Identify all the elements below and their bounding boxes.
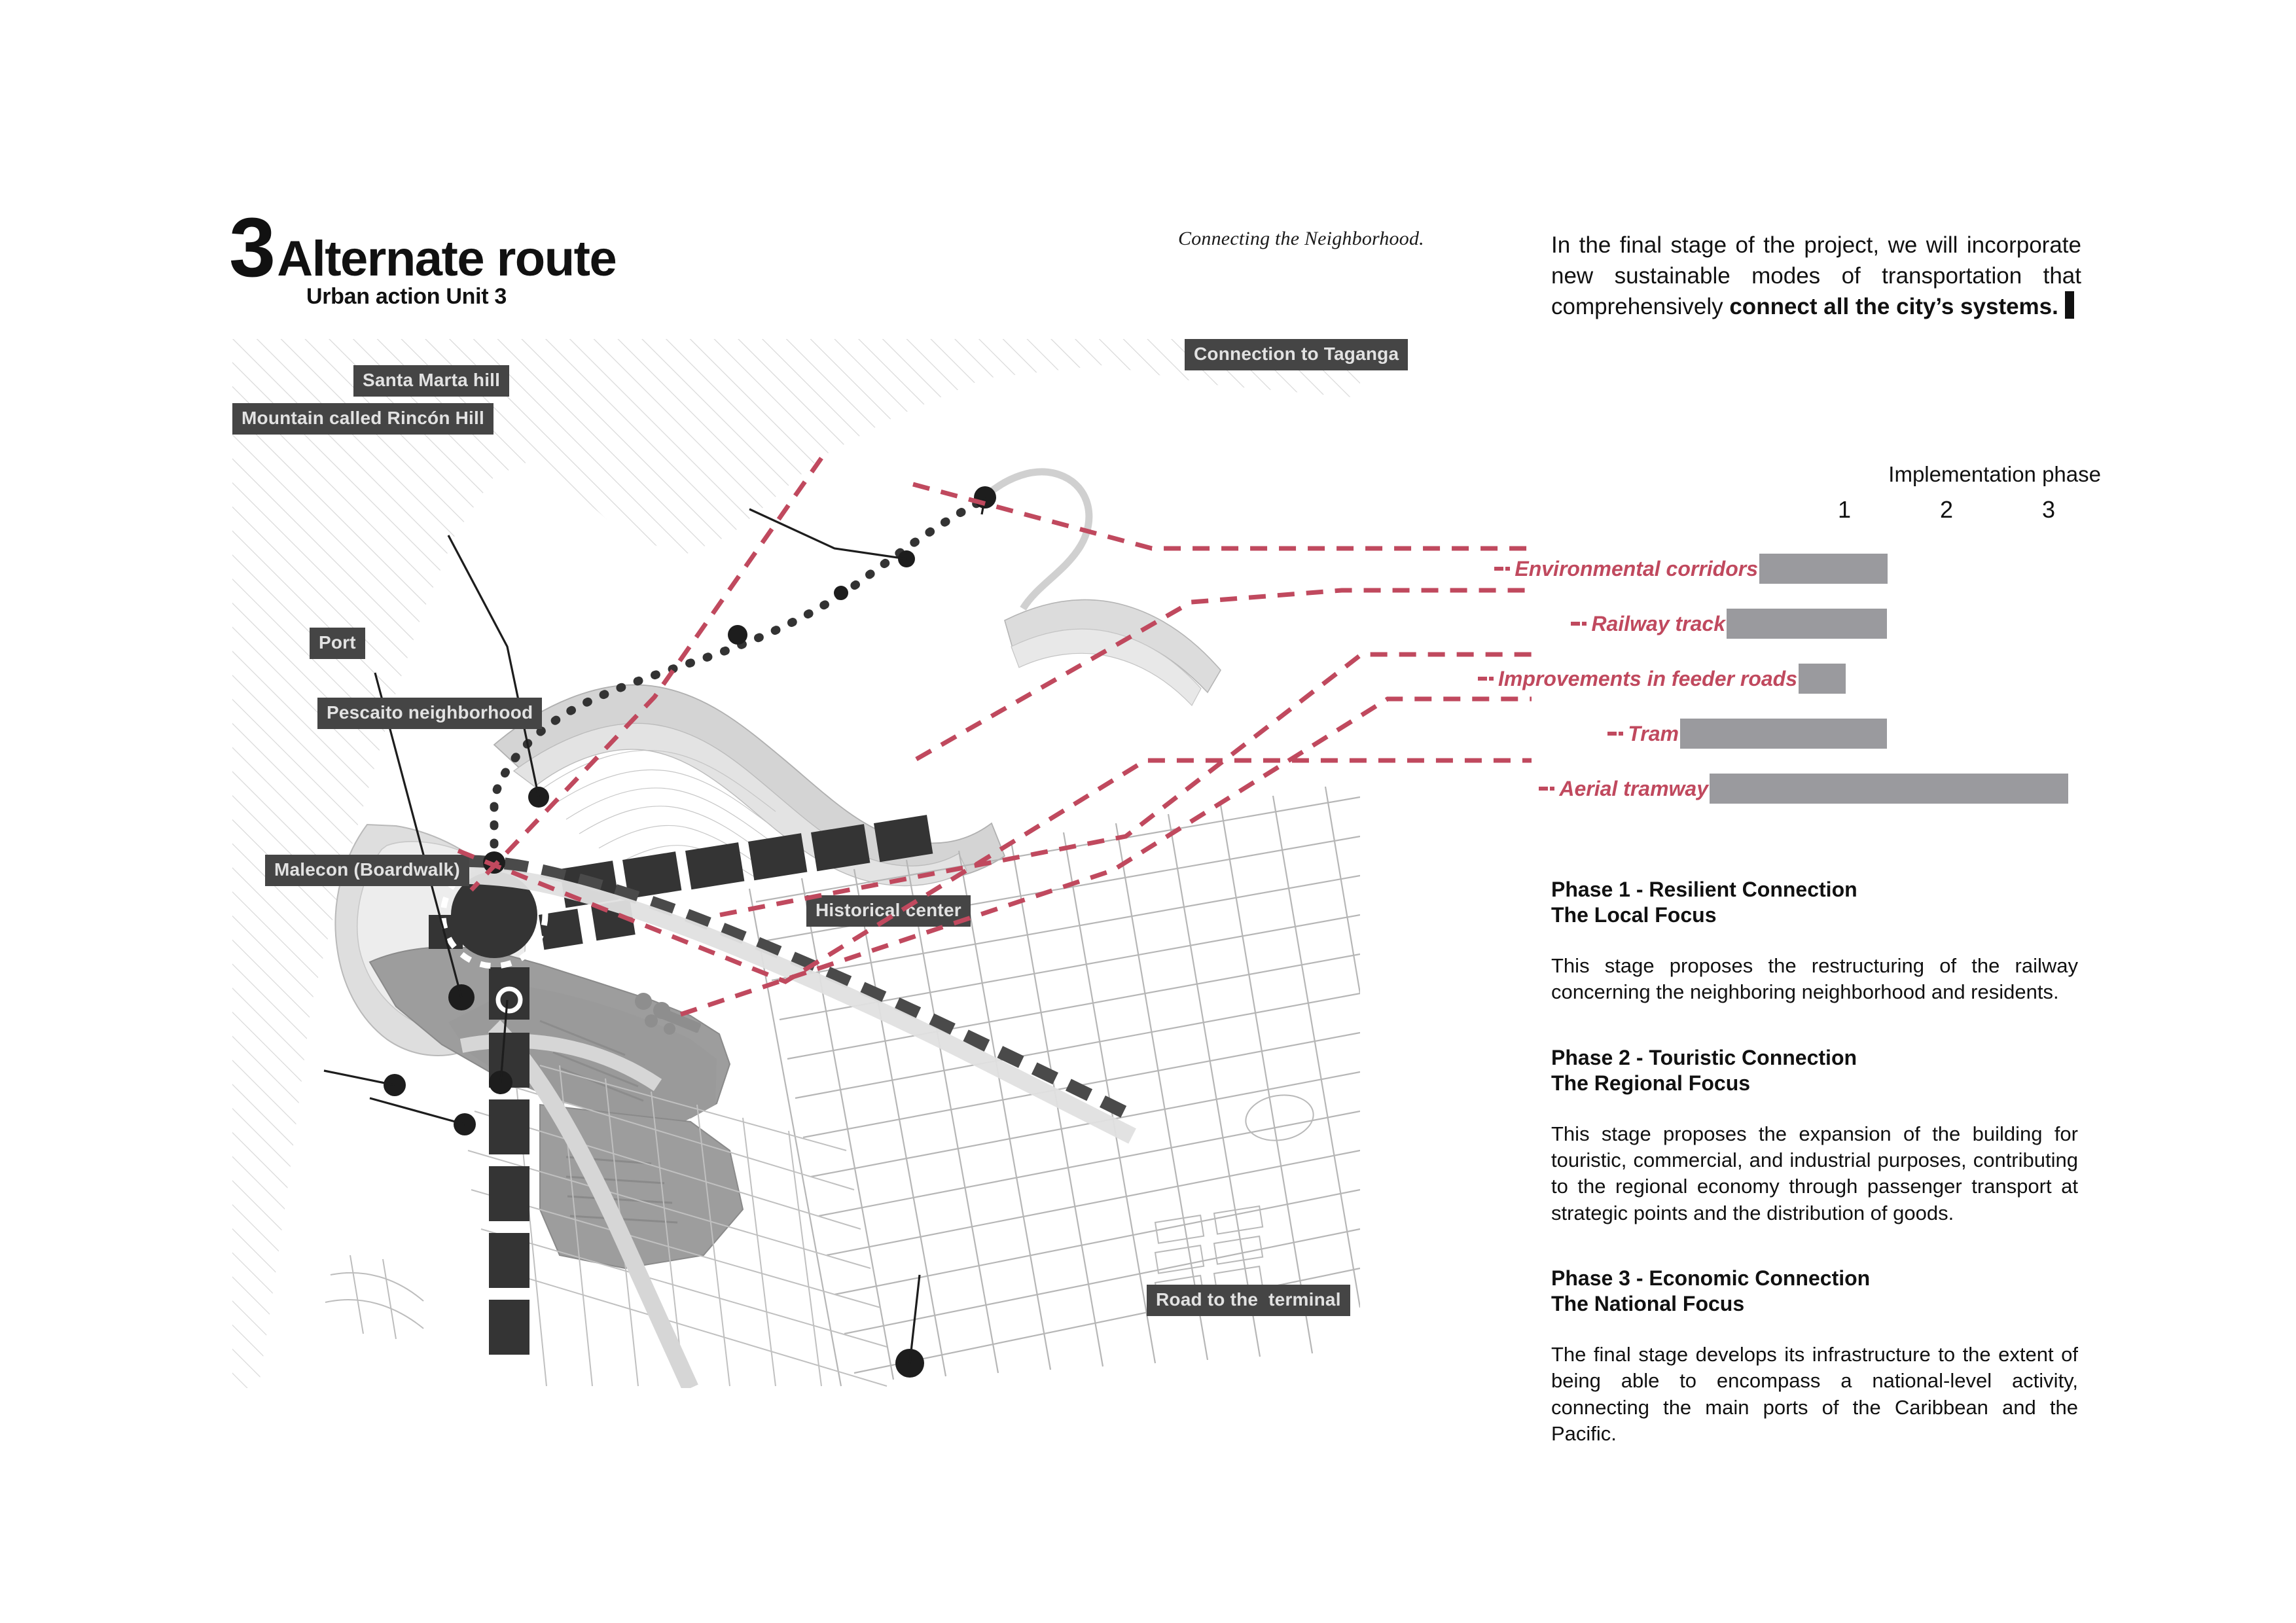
title-row: [229, 201, 617, 294]
phase-1-heading-line1: Phase 1 - Resilient Connection: [1551, 878, 1857, 901]
phase-block-2: [1551, 1045, 2078, 1226]
phase-1-heading-line2: The Local Focus: [1551, 903, 1717, 927]
gantt-row: [1515, 554, 2101, 584]
phase-3-heading-line2: The National Focus: [1551, 1291, 1745, 1315]
dash-marker-icon: [1494, 567, 1503, 571]
map-label-road-terminal[interactable]: Road to the terminal: [1147, 1285, 1350, 1316]
gantt-row: [1525, 609, 2101, 639]
map-label-historical-center[interactable]: Historical center: [806, 895, 971, 927]
gantt-row: [1498, 664, 2101, 694]
gantt-row: [1525, 719, 2101, 749]
gantt-bar-railway-track: [1727, 609, 1887, 639]
phase-2-heading-line2: The Regional Focus: [1551, 1071, 1751, 1095]
gantt-bar-tram: [1680, 719, 1887, 749]
page-title: Alternate route: [277, 231, 617, 287]
node-railway-junction: [483, 851, 505, 874]
phase-block-3: [1551, 1266, 2078, 1447]
gantt-bar-improvements-feeder-roads: [1799, 664, 1846, 694]
gantt-bar-environmental-corridors: [1759, 554, 1888, 584]
implementation-phase-chart: [1498, 462, 2101, 800]
map-label-santa-marta-hill[interactable]: Santa Marta hill: [353, 365, 509, 397]
spacer: [1551, 1006, 2078, 1045]
map-label-rincon-hill[interactable]: Mountain called Rincón Hill: [232, 403, 493, 435]
dash-marker-icon: [1582, 622, 1587, 626]
phase-descriptions: [1551, 877, 2078, 1447]
gantt-label-tram: Tram: [1607, 719, 1679, 749]
phase-block-1: [1551, 877, 2078, 1006]
intro-text-regular: In the final stage of the project, we will incorporate new sustainable modes of transportation that comprehensively: [1551, 232, 2081, 320]
dash-marker-icon: [1550, 787, 1554, 791]
map-label-malecon[interactable]: Malecon (Boardwalk): [265, 855, 469, 886]
phase-3-heading-line1: Phase 3 - Economic Connection: [1551, 1266, 1871, 1290]
axis-tick-2: 2: [1939, 496, 1954, 523]
spacer: [1551, 1226, 2078, 1266]
caption-note: Connecting the Neighborhood.: [1178, 228, 1424, 249]
map-label-port[interactable]: Port: [310, 628, 365, 659]
dash-marker-icon: [1478, 677, 1487, 681]
intro-paragraph: [1551, 230, 2081, 323]
gantt-label-improvements-feeder-roads: Improvements in feeder roads: [1478, 664, 1797, 694]
phase-2-heading-line1: Phase 2 - Touristic Connection: [1551, 1045, 1857, 1069]
axis-tick-3: 3: [2041, 496, 2056, 523]
phase-2-body: This stage proposes the expansion of the building for touristic, commercial, and industrial purposes, contributing to the regional economy through passenger transport at strategic points and the distribution of goods.: [1551, 1122, 2078, 1224]
dash-marker-icon: [1505, 567, 1510, 571]
gantt-label-aerial-tramway: Aerial tramway: [1539, 774, 1708, 804]
phase-1-body: This stage proposes the restructuring of the railway concerning the neighboring neighborhood and residents.: [1551, 954, 2078, 1004]
gantt-label-railway-track: Railway track: [1571, 609, 1725, 639]
map-label-connection-taganga-top[interactable]: Connection to Taganga: [1185, 339, 1408, 370]
gantt-label-environmental-corridors: Environmental corridors: [1494, 554, 1758, 584]
chart-title: Implementation phase: [1888, 462, 2101, 486]
dash-marker-icon: [1539, 787, 1548, 791]
title-block: [229, 201, 617, 310]
node-santa-marta-hill: [728, 625, 747, 645]
gantt-row: [1525, 774, 2101, 804]
dash-marker-icon: [1607, 732, 1617, 736]
axis-tick-1: 1: [1837, 496, 1852, 523]
dash-marker-icon: [1571, 622, 1580, 626]
phase-3-body: The final stage develops its infrastructure to the extent of being able to encompass a national-level activity, connecting the main ports of the Caribbean and the Pacific.: [1551, 1342, 2078, 1445]
intro-text-bold: connect all the city’s systems.: [1729, 294, 2058, 320]
page-subtitle: Urban action Unit 3: [306, 284, 507, 310]
dash-marker-icon: [1489, 677, 1494, 681]
intro-end-marker: [2065, 291, 2074, 319]
dash-marker-icon: [1619, 732, 1623, 736]
gantt-bar-aerial-tramway: [1710, 774, 2068, 804]
map-label-pescaito[interactable]: Pescaito neighborhood: [317, 698, 542, 729]
section-number: 3: [229, 201, 274, 294]
